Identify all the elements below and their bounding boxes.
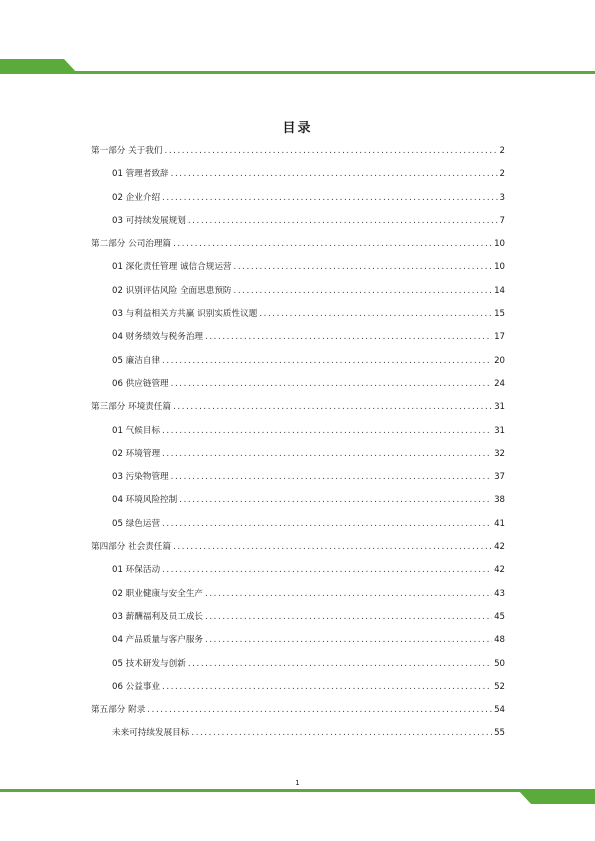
toc-dot-leader (162, 517, 492, 531)
toc-subsection-entry[interactable] (91, 330, 505, 353)
toc-subsection-entry[interactable] (91, 260, 505, 283)
toc-entry-label: 03 薪酬福利及员工成长 (112, 611, 204, 622)
toc-dot-leader (234, 260, 493, 274)
page-title: 目录 (282, 121, 313, 136)
toc-subsection-entry[interactable] (91, 191, 505, 214)
toc-dot-leader (162, 191, 497, 205)
toc-subsection-entry[interactable] (91, 680, 505, 703)
toc-subsection-entry[interactable] (91, 447, 505, 470)
toc-entry-page: 10 (494, 239, 505, 250)
toc-entry-page: 24 (494, 378, 505, 389)
toc-entry-page: 38 (494, 495, 505, 506)
toc-entry-page: 32 (494, 448, 505, 459)
toc-dot-leader (188, 214, 498, 228)
toc-entry-label: 04 产品质量与客户服务 (112, 635, 204, 646)
toc-entry-page: 20 (494, 355, 505, 366)
header-decoration-line (0, 71, 595, 74)
toc-entry-page: 52 (494, 681, 505, 692)
toc-entry-page: 31 (494, 402, 505, 413)
page-number: 1 (295, 779, 300, 787)
toc-entry-page: 37 (494, 472, 505, 483)
toc-entry-label: 04 环境风险控制 (112, 495, 178, 506)
toc-dot-leader (234, 284, 493, 298)
toc-entry-label: 第一部分 关于我们 (91, 146, 163, 156)
toc-dot-leader (162, 354, 492, 368)
toc-entry-label: 03 与利益相关方共赢 识别实质性议题 (112, 309, 258, 320)
toc-subsection-entry[interactable] (91, 563, 505, 586)
toc-entry-label: 01 气候目标 (112, 425, 161, 436)
toc-entry-label: 05 绿色运营 (112, 518, 161, 529)
toc-entry-label: 02 识别评估风险 全面思患预防 (112, 285, 232, 296)
toc-subsection-entry[interactable] (91, 726, 505, 749)
toc-subsection-entry[interactable] (91, 657, 505, 680)
toc-section-entry[interactable] (91, 237, 505, 260)
toc-dot-leader (173, 237, 492, 251)
toc-subsection-entry[interactable] (91, 610, 505, 633)
toc-entry-label: 02 职业健康与安全生产 (112, 588, 204, 599)
toc-entry-label: 01 管理者致辞 (112, 169, 169, 180)
footer-decoration-line (0, 789, 595, 792)
toc-entry-label: 第五部分 附录 (91, 705, 146, 716)
toc-dot-leader (171, 470, 492, 484)
toc-entry-page: 2 (499, 169, 505, 180)
toc-entry-label: 01 深化责任管理 诚信合规运营 (112, 262, 232, 273)
toc-entry-label: 第三部分 环境责任篇 (91, 402, 172, 413)
toc-entry-page: 42 (494, 565, 505, 576)
toc-dot-leader (171, 167, 498, 181)
toc-section-entry[interactable] (91, 400, 505, 423)
toc-entry-page: 48 (494, 635, 505, 646)
toc-subsection-entry[interactable] (91, 517, 505, 540)
toc-dot-leader (191, 726, 492, 740)
toc-entry-label: 05 廉洁自律 (112, 355, 161, 366)
toc-subsection-entry[interactable] (91, 354, 505, 377)
toc-dot-leader (147, 703, 492, 717)
toc-entry-label: 03 污染物管理 (112, 472, 169, 483)
toc-subsection-entry[interactable] (91, 284, 505, 307)
toc-entry-page: 31 (494, 425, 505, 436)
toc-dot-leader (188, 657, 492, 671)
toc-entry-page: 41 (494, 518, 505, 529)
toc-entry-page: 2 (499, 146, 505, 156)
toc-subsection-entry[interactable] (91, 470, 505, 493)
toc-dot-leader (205, 330, 492, 344)
toc-subsection-entry[interactable] (91, 424, 505, 447)
toc-dot-leader (179, 493, 492, 507)
toc-dot-leader (173, 400, 492, 414)
toc-entry-page: 42 (494, 542, 505, 553)
toc-entry-page: 17 (494, 332, 505, 343)
toc-entry-label: 02 环境管理 (112, 448, 161, 459)
toc-entry-page: 54 (494, 705, 505, 716)
footer-decoration-tab (517, 789, 595, 804)
toc-entry-label: 02 企业介绍 (112, 192, 161, 203)
toc-entry-label: 第二部分 公司治理篇 (91, 239, 172, 250)
toc-dot-leader (162, 680, 492, 694)
toc-dot-leader (162, 424, 492, 438)
toc-entry-label: 04 财务绩效与税务治理 (112, 332, 204, 343)
toc-entry-page: 14 (494, 285, 505, 296)
toc-entry-label: 06 公益事业 (112, 681, 161, 692)
toc-section-entry[interactable] (91, 540, 505, 563)
toc-dot-leader (162, 563, 492, 577)
table-of-contents (91, 144, 505, 750)
toc-dot-leader (205, 587, 492, 601)
toc-entry-label: 03 可持续发展规划 (112, 215, 186, 226)
toc-entry-page: 3 (499, 192, 505, 203)
toc-subsection-entry[interactable] (91, 633, 505, 656)
toc-entry-page: 43 (494, 588, 505, 599)
toc-dot-leader (162, 447, 492, 461)
toc-entry-page: 55 (494, 728, 505, 739)
toc-entry-label: 01 环保活动 (112, 565, 161, 576)
toc-entry-page: 50 (494, 658, 505, 669)
toc-dot-leader (171, 377, 492, 391)
toc-dot-leader (205, 610, 492, 624)
toc-entry-label: 未来可持续发展目标 (112, 728, 190, 739)
toc-entry-label: 06 供应链管理 (112, 378, 169, 389)
toc-dot-leader (164, 144, 497, 158)
toc-subsection-entry[interactable] (91, 307, 505, 330)
toc-entry-page: 15 (494, 309, 505, 320)
toc-section-entry[interactable] (91, 703, 505, 726)
toc-entry-page: 7 (499, 215, 505, 226)
toc-entry-page: 10 (494, 262, 505, 273)
toc-section-entry[interactable] (91, 144, 505, 167)
toc-subsection-entry[interactable] (91, 214, 505, 237)
toc-entry-label: 第四部分 社会责任篇 (91, 542, 172, 553)
toc-subsection-entry[interactable] (91, 377, 505, 400)
toc-dot-leader (173, 540, 492, 554)
toc-dot-leader (205, 633, 492, 647)
toc-subsection-entry[interactable] (91, 167, 505, 190)
toc-entry-page: 45 (494, 611, 505, 622)
toc-subsection-entry[interactable] (91, 587, 505, 610)
toc-dot-leader (259, 307, 492, 321)
toc-entry-label: 05 技术研发与创新 (112, 658, 186, 669)
toc-subsection-entry[interactable] (91, 493, 505, 516)
